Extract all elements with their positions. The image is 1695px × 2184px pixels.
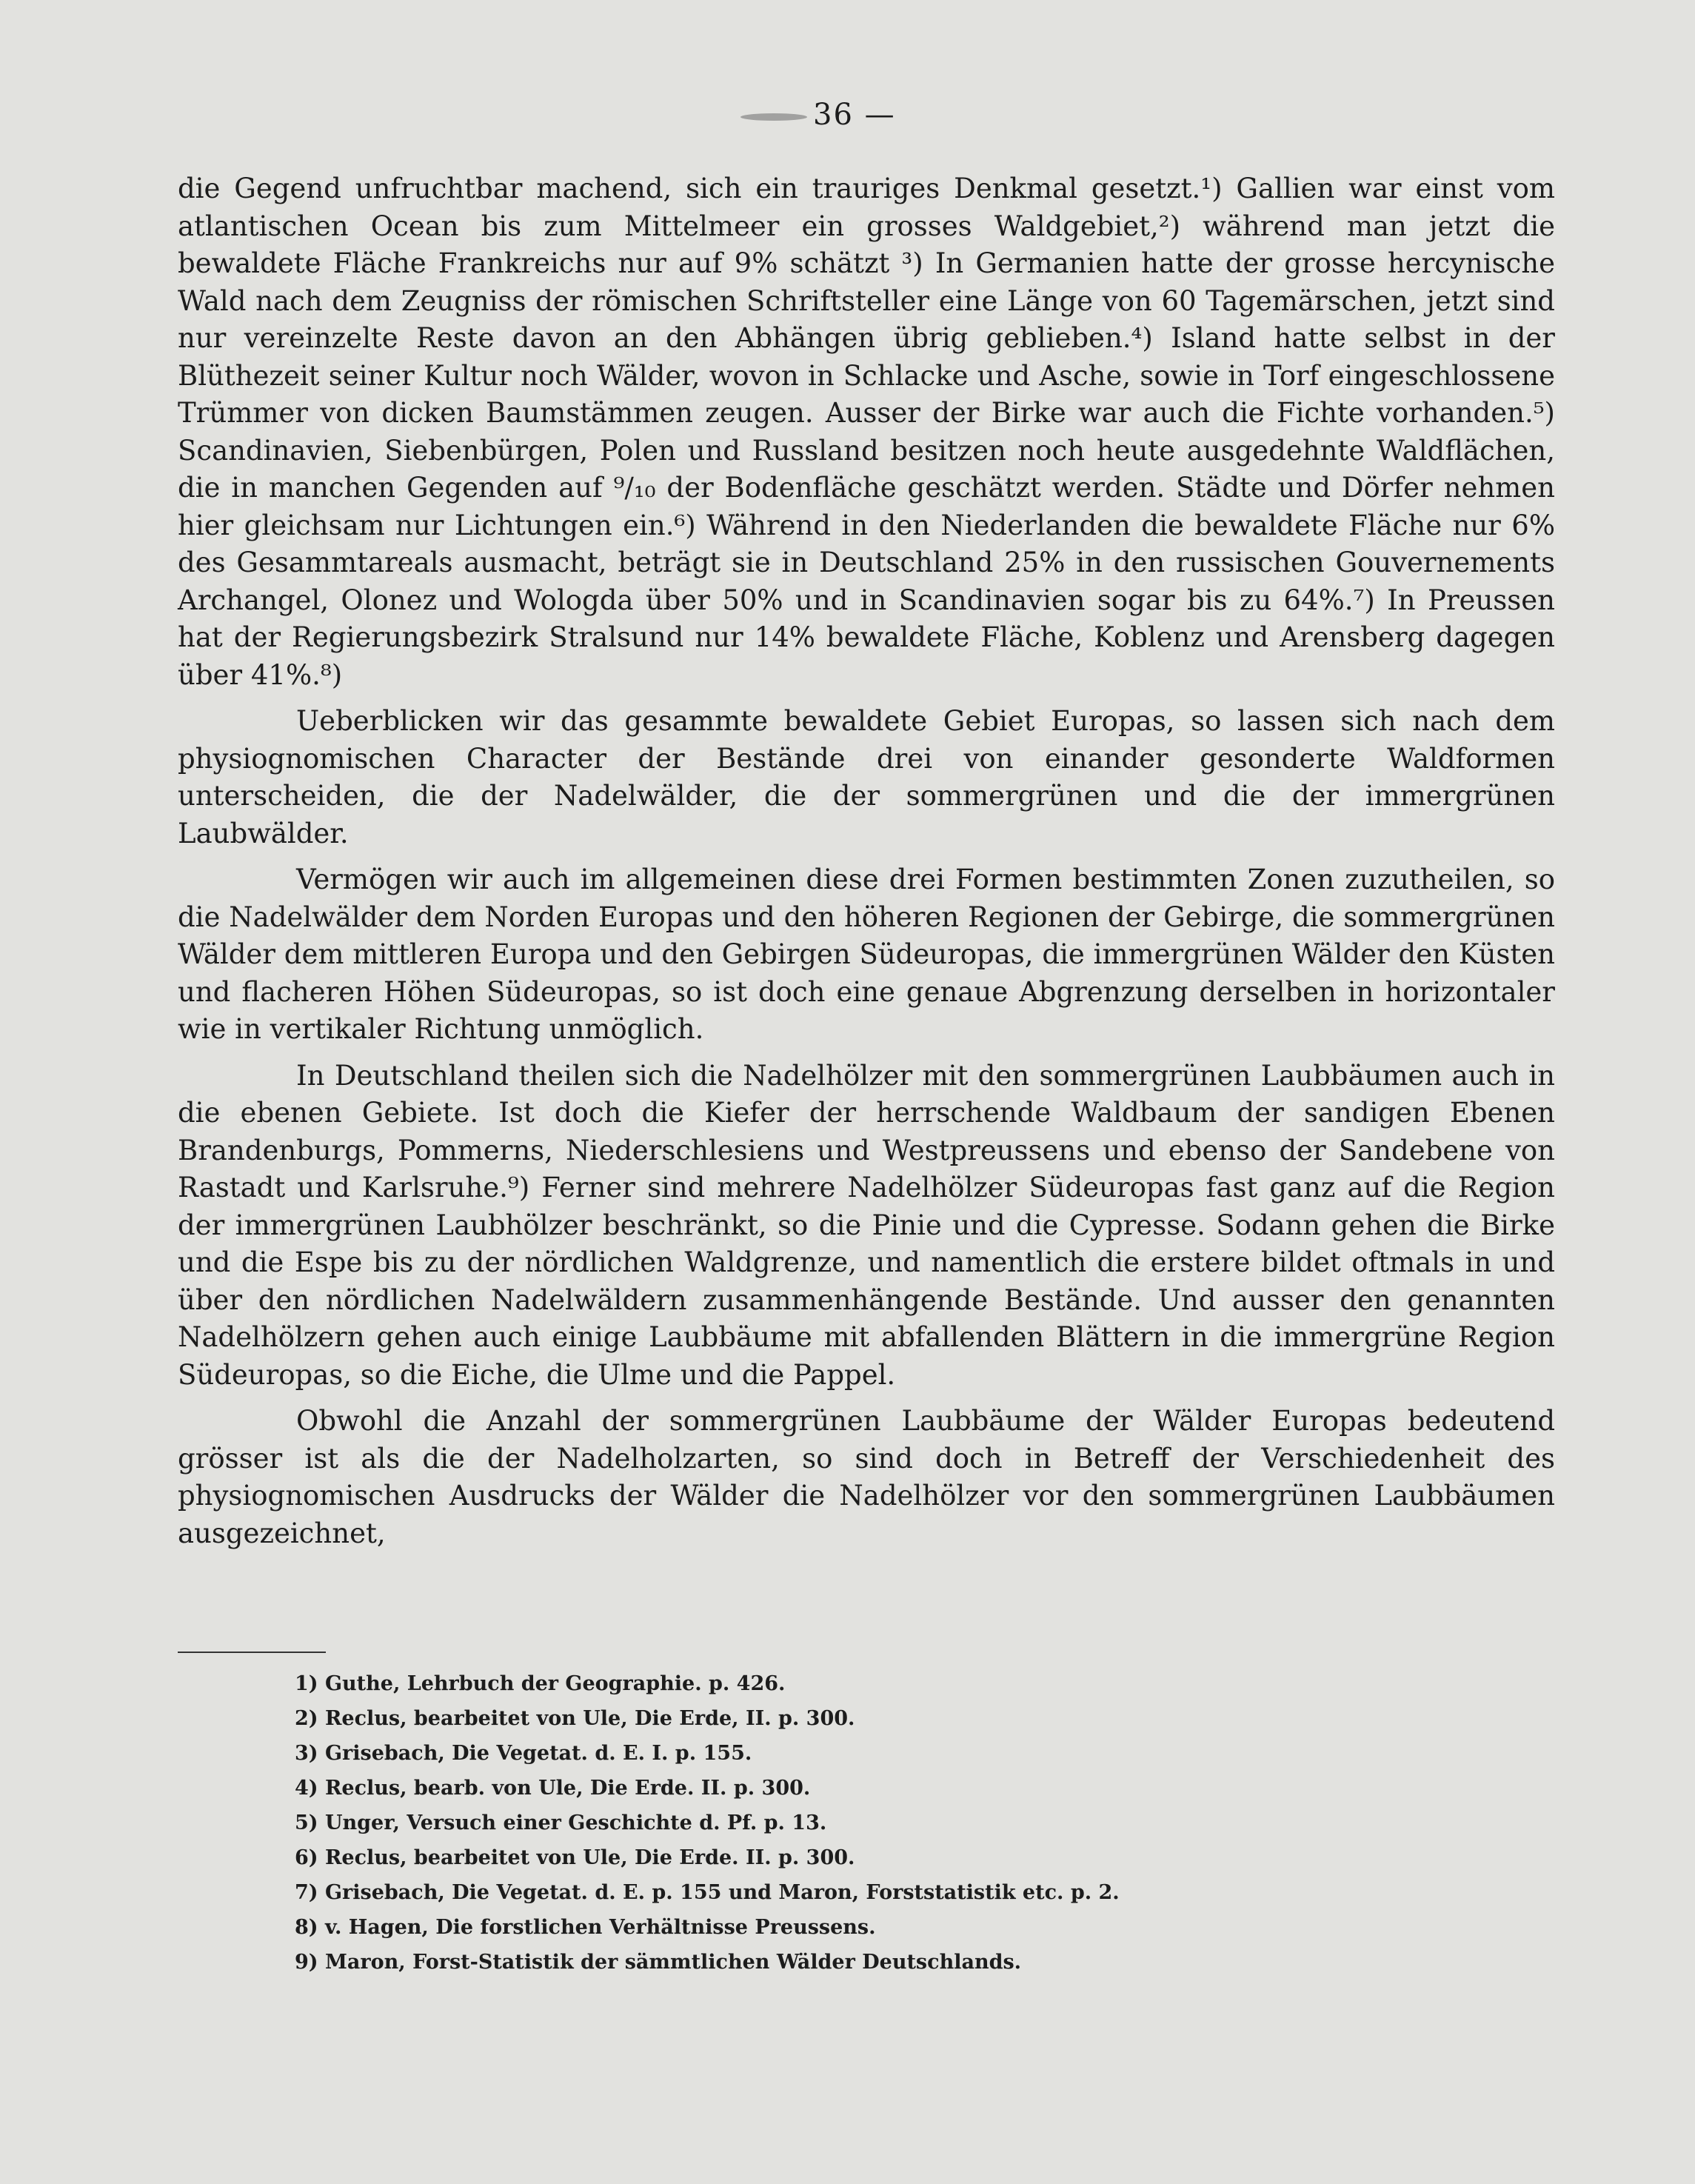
footnote: 8) v. Hagen, Die forstlichen Verhältnisse Preussens. [295, 1916, 876, 1939]
footnote: 9) Maron, Forst-Statistik der sämmtlichen Wälder Deutschlands. [295, 1951, 1022, 1974]
footnote: 2) Reclus, bearbeitet von Ule, Die Erde, II. p. 300. [295, 1707, 855, 1730]
body-text [178, 170, 1555, 1552]
footnote: 7) Grisebach, Die Vegetat. d. E. p. 155 und Maron, Forststatistik etc. p. 2. [295, 1881, 1120, 1904]
paragraph-4: In Deutschland theilen sich die Nadelhölzer mit den sommergrünen Laubbäumen auch in die ebenen Gebiete. Ist doch die Kiefer der herrschende Waldbaum der sandigen Ebenen Brandenburgs, Pommerns, Niederschlesiens und Westpreussens und ebenso der Sandebene von Rastadt und Karlsruhe.⁹) Ferner sind mehrere Nadelhölzer Südeuropas fast ganz auf die Region der immergrünen Laubhölzer beschränkt, so die Pinie und die Cypresse. Sodann gehen die Birke und die Espe bis zu der nördlichen Waldgrenze, und namentlich die erstere bildet oftmals in und über den nördlichen Nadelwäldern zusammenhängende Bestände. Und ausser den genannten Nadelhölzern gehen auch einige Laubbäume mit abfallenden Blättern in die immergrüne Region Südeuropas, so die Eiche, die Ulme und die Pappel. [178, 1059, 1555, 1391]
footnote: 3) Grisebach, Die Vegetat. d. E. I. p. 155. [295, 1742, 752, 1765]
page-number: 36 — [740, 98, 896, 132]
paragraph-5: Obwohl die Anzahl der sommergrünen Laubbäume der Wälder Europas bedeutend grösser ist als die der Nadelholzarten, so sind doch in Betreff der Verschiedenheit des physiognomischen Ausdrucks der Wälder die Nadelhölzer vor den sommergrünen Laubbäumen ausgezeichnet, [178, 1405, 1555, 1549]
footnote: 5) Unger, Versuch einer Geschichte d. Pf. p. 13. [295, 1811, 827, 1834]
footnote: 1) Guthe, Lehrbuch der Geographie. p. 426. [295, 1672, 786, 1695]
ornament-icon [740, 113, 807, 121]
paragraph-2: Ueberblicken wir das gesammte bewaldete Gebiet Europas, so lassen sich nach dem physiognomischen Character der Bestände drei von einander gesonderte Waldformen unterscheiden, die der Nadelwälder, die der sommergrünen und die der immergrünen Laubwälder. [178, 705, 1555, 849]
footnote: 6) Reclus, bearbeitet von Ule, Die Erde. II. p. 300. [295, 1846, 855, 1869]
paragraph-1: die Gegend unfruchtbar machend, sich ein trauriges Denkmal gesetzt.¹) Gallien war einst vom atlantischen Ocean bis zum Mittelmeer ein grosses Waldgebiet,²) während man jetzt die bewaldete Fläche Frankreichs nur auf 9% schätzt ³) In Germanien hatte der grosse hercynische Wald nach dem Zeugniss der römischen Schriftsteller eine Länge von 60 Tagemärschen, jetzt sind nur vereinzelte Reste davon an den Abhängen übrig geblieben.⁴) Island hatte selbst in der Blüthezeit seiner Kultur noch Wälder, wovon in Schlacke und Asche, sowie in Torf eingeschlossene Trümmer von dicken Baumstämmen zeugen. Ausser der Birke war auch die Fichte vorhanden.⁵) Scandinavien, Siebenbürgen, Polen und Russland besitzen noch heute ausgedehnte Waldflächen, die in manchen Gegenden auf ⁹/₁₀ der Bodenfläche geschätzt werden. Städte und Dörfer nehmen hier gleichsam nur Lichtungen ein.⁶) Während in den Niederlanden die bewaldete Fläche nur 6% des Gesammtareals ausmacht, beträgt sie in Deutschland 25% in den russischen Gouvernements Archangel, Olonez und Wologda über 50% und in Scandinavien sogar bis zu 64%.⁷) In Preussen hat der Regierungsbezirk Stralsund nur 14% bewaldete Fläche, Koblenz und Arensberg dagegen über 41%.⁸) [178, 173, 1555, 691]
footnote: 4) Reclus, bearb. von Ule, Die Erde. II. p. 300. [295, 1777, 811, 1800]
footnote-divider [178, 1652, 326, 1653]
footnotes [295, 1666, 1405, 1980]
paragraph-3: Vermögen wir auch im allgemeinen diese drei Formen bestimmten Zonen zuzutheilen, so die Nadelwälder dem Norden Europas und den höheren Regionen der Gebirge, die sommergrünen Wälder dem mittleren Europa und den Gebirgen Südeuropas, die immergrünen Wälder den Küsten und flacheren Höhen Südeuropas, so ist doch eine genaue Abgrenzung derselben in horizontaler wie in vertikaler Richtung unmöglich. [178, 864, 1555, 1045]
